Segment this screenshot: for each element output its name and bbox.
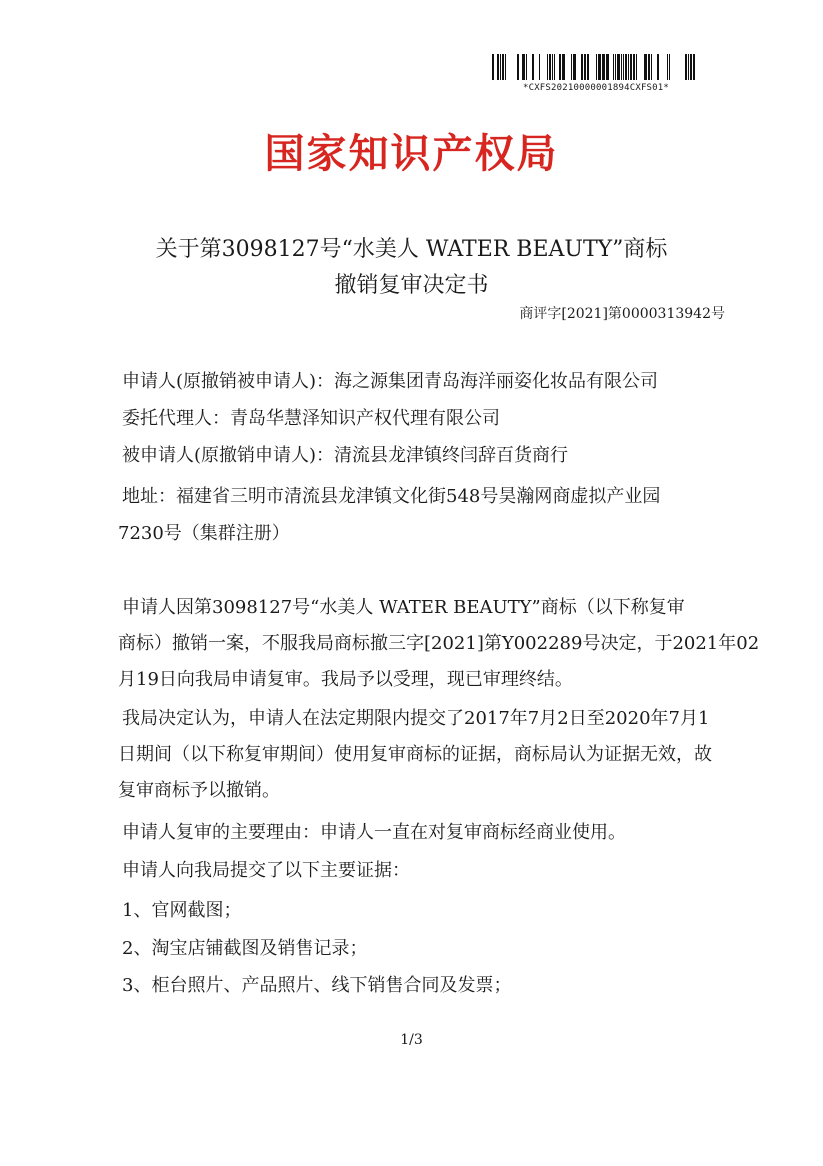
document-number: 商评字[2021]第0000313942号 (519, 306, 725, 322)
evidence-item-2: 2、淘宝店铺截图及销售记录； (122, 938, 368, 959)
evidence-item-3: 3、柜台照片、产品照片、线下销售合同及发票； (122, 975, 512, 996)
evidence-item-1: 1、官网截图； (122, 900, 242, 921)
agency-title: 国家知识产权局 (264, 131, 559, 177)
body-p1-line3: 月19日向我局申请复审。我局予以受理，现已审理终结。 (118, 669, 573, 690)
respondent-line: 被申请人(原撤销申请人)：清流县龙津镇终闫辞百货商行 (122, 445, 569, 466)
address-line2: 7230号（集群注册） (118, 523, 290, 544)
agent-line: 委托代理人：青岛华慧泽知识产权代理有限公司 (122, 408, 500, 429)
body-p4: 申请人向我局提交了以下主要证据： (122, 860, 410, 881)
body-p1-line1: 申请人因第3098127号“水美人 WATER BEAUTY”商标（以下称复审 (122, 597, 685, 618)
document-title-line1: 关于第3098127号“水美人 WATER BEAUTY”商标 (155, 237, 668, 262)
address-line1: 地址：福建省三明市清流县龙津镇文化街548号昊瀚网商虚拟产业园 (122, 486, 661, 507)
body-p2-line2: 日期间（以下称复审期间）使用复审商标的证据，商标局认为证据无效，故 (118, 744, 712, 765)
body-p3: 申请人复审的主要理由：申请人一直在对复审商标经商业使用。 (122, 822, 626, 843)
barcode (492, 54, 698, 80)
barcode-text: *CXFS20210000001894CXFS01* (522, 83, 670, 93)
body-p2-line3: 复审商标予以撤销。 (118, 780, 280, 801)
page-number: 1/3 (400, 1032, 423, 1048)
applicant-line: 申请人(原撤销被申请人)：海之源集团青岛海洋丽姿化妆品有限公司 (122, 371, 659, 392)
body-p1-line2: 商标）撤销一案，不服我局商标撤三字[2021]第Y002289号决定，于2021年02 (118, 633, 760, 654)
body-p2-line1: 我局决定认为，申请人在法定期限内提交了2017年7月2日至2020年7月1 (122, 708, 710, 729)
document-title-line2: 撤销复审决定书 (334, 273, 489, 298)
